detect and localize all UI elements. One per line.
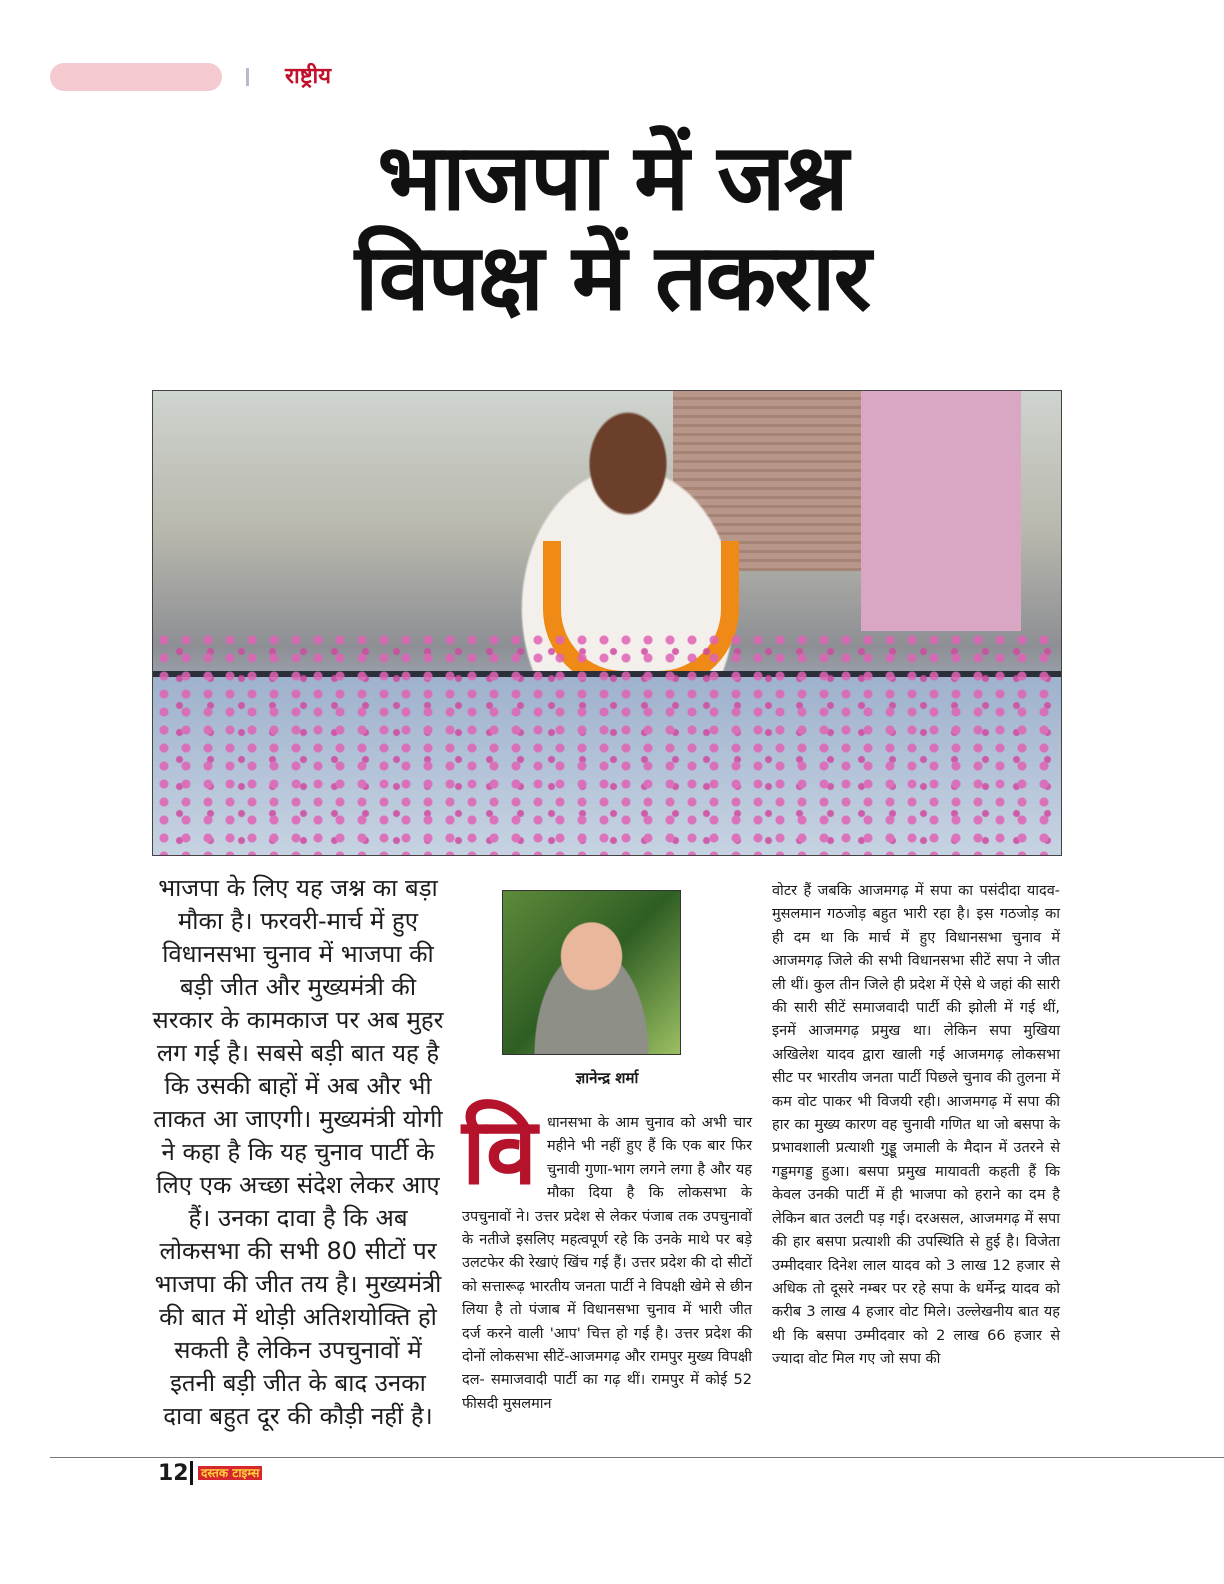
photo-wall: [861, 391, 1021, 631]
drop-cap: वि: [462, 1098, 537, 1205]
headline-line-1: भाजपा में जश्न: [377, 124, 847, 231]
page-number: 12: [158, 1461, 189, 1486]
photo-petals: [153, 631, 1061, 855]
author-photo: [502, 890, 681, 1055]
footer-divider: [50, 1457, 1224, 1458]
magazine-logo: दस्तक टाइम्स: [198, 1466, 262, 1480]
pull-quote-column: भाजपा के लिए यह जश्न का बड़ा मौका है। फरवरी-मार्च में हुए विधानसभा चुनाव में भाजपा की बड़ी जीत और मुख्यमंत्री की सरकार के कामकाज पर अब मुहर लग गई है। सबसे बड़ी बात यह है कि उसकी बाहों में अब और भी ताकत आ जाएगी। मुख्यमंत्री योगी ने कहा है कि यह चुनाव पार्टी के लिए एक अच्छा संदेश लेकर आए हैं। उनका दावा है कि अब लोकसभा की सभी 80 सीटों पर भाजपा की जीत तय है। मुख्यमंत्री की बात में थोड़ी अतिशयोक्ति हो सकती है लेकिन उपचुनावों में इतनी बड़ी जीत के बाद उनका दावा बहुत दूर की कौड़ी नहीं है।: [152, 874, 444, 1430]
footer-separator: [190, 1461, 193, 1485]
header-divider: [246, 68, 249, 86]
section-label: राष्ट्रीय: [285, 64, 332, 89]
headline: [0, 124, 1224, 331]
main-photo: [152, 390, 1062, 856]
section-pill: [50, 63, 222, 91]
article-column-1: [462, 1098, 752, 1416]
article-column-2: वोटर हैं जबकि आजमगढ़ में सपा का पसंदीदा यादव-मुसलमान गठजोड़ बहुत भारी रहा है। इस गठजोड़ का ही दम था कि मार्च में हुए विधानसभा चुनाव में आजमगढ़ जिले की सभी विधानसभा सीटें सपा ने जीत ली थीं। कुल तीन जिले ही प्रदेश में ऐसे थे जहां की सारी की सारी सीटें समाजवादी पार्टी की झोली में गई थीं, इनमें आजमगढ़ प्रमुख था। लेकिन सपा मुखिया अखिलेश यादव द्वारा खाली गई आजमगढ़ लोकसभा सीट पर भारतीय जनता पार्टी पिछले चुनाव की तुलना में कम वोट पाकर भी विजयी रही। आजमगढ़ में सपा की हार का मुख्य कारण वह चुनावी गणित था जो बसपा के प्रभावशाली प्रत्याशी गुड्डू जमाली के मैदान में उतरने से गड्डमगड्ड हुआ। बसपा प्रमुख मायावती कहती हैं कि केवल उनकी पार्टी में ही भाजपा को हराने का दम है लेकिन बात उलटी पड़ गई। दरअसल, आजमगढ़ में सपा की हार बसपा प्रत्याशी की उपस्थिति से हुई है। विजेता उम्मीदवार दिनेश लाल यादव को 3 लाख 12 हजार से अधिक तो दूसरे नम्बर पर रहे सपा के धर्मेन्द्र यादव को करीब 3 लाख 4 हजार वोट मिले। उल्लेखनीय बात यह थी कि बसपा उम्मीदवार को 2 लाख 66 हजार से ज्यादा वोट मिल गए जो सपा की: [772, 883, 1060, 1368]
article-text-1: धानसभा के आम चुनाव को अभी चार महीने भी नहीं हुए हैं कि एक बार फिर चुनावी गुणा-भाग लगने लगा है और यह मौका दिया है कि लोकसभा के उपचुनावों ने। उत्तर प्रदेश से लेकर पंजाब तक उपचुनावों के नतीजे इसलिए महत्वपूर्ण रहे कि उनके माथे पर बड़े उलटफेर की रेखाएं खिंच गई हैं। उत्तर प्रदेश की दो सीटों को सत्तारूढ़ भारतीय जनता पार्टी ने विपक्षी खेमे से छीन लिया है तो पंजाब में विधानसभा चुनाव में भारी जीत दर्ज करने वाली 'आप' चित्त हो गई है। उत्तर प्रदेश की दोनों लोकसभा सीटें-आजमगढ़ और रामपुर मुख्य विपक्षी दल- समाजवादी पार्टी का गढ़ थीं। रामपुर में कोई 52 फीसदी मुसलमान: [462, 1115, 752, 1412]
headline-line-2: विपक्ष में तकरार: [354, 224, 870, 331]
author-name: ज्ञानेन्द्र शर्मा: [575, 1069, 639, 1087]
